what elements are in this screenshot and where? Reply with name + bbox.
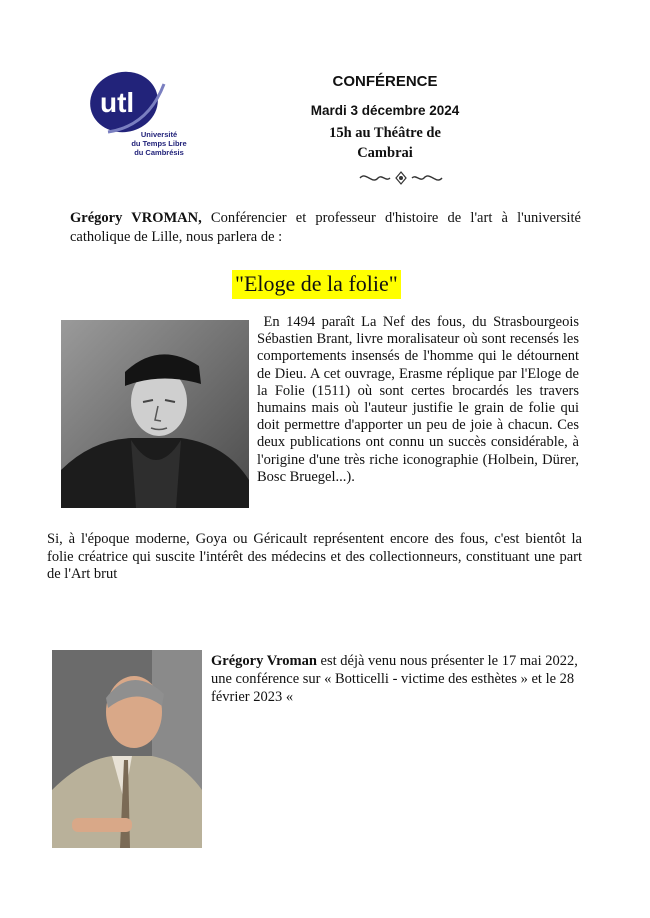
body-paragraph-continued: Si, à l'époque moderne, Goya ou Géricault représentent encore des fous, c'est bientôt la folie créatrice qui suscite l'intérêt des médecins et des collectionneurs, constituant une part de l'Art brut: [47, 531, 582, 583]
intro-text: Conférencier et professeur d'histoire de l'art à l'université catholique de Lille, nous parlera de :: [70, 210, 581, 245]
erasmus-portrait: [61, 320, 249, 508]
talk-title: "Eloge de la folie": [232, 270, 401, 299]
event-venue-city: Cambrai: [357, 145, 413, 161]
conference-heading: CONFÉRENCE: [332, 73, 438, 90]
speaker-name: Grégory VROMAN,: [70, 210, 202, 226]
event-date: Mardi 3 décembre 2024: [310, 103, 460, 118]
speaker-photo: [52, 650, 202, 848]
logo-caption-line-2: du Temps Libre: [131, 139, 187, 148]
logo-caption-line-1: Université: [140, 130, 178, 139]
body-paragraph: En 1494 paraît La Nef des fous, du Strasbourgeois Sébastien Brant, livre moralisateur où sont recensés les comportements insensés de l'homme qui le détournent de Dieu. A cet ouvrage, Erasme réplique par l'Eloge de la Folie (1511) où sont certes brocardés les travers humains mais où l'auteur justifie le grain de folie qui doit permettre d'apporter un peu de joie à chacun. Ces deux publications ont connu un succès considérable, à l'origine d'une très riche iconographie (Holbein, Dürer, Bosc Bruegel...).: [257, 314, 579, 485]
speaker-note: [211, 652, 583, 706]
speaker-note-text: est déjà venu nous présenter le 17 mai 2022, une conférence sur « Botticelli - victime des esthètes » et le 28 février 2023 «: [211, 653, 578, 705]
speaker-note-name: Grégory Vroman: [211, 653, 317, 669]
intro-paragraph: [70, 209, 581, 247]
utl-logo: [88, 66, 193, 166]
event-time-venue: 15h au Théâtre de: [329, 125, 441, 141]
decorative-flourish-icon: [356, 170, 446, 186]
logo-caption-line-3: du Cambrésis: [134, 148, 184, 157]
svg-text:utl: utl: [100, 87, 135, 118]
